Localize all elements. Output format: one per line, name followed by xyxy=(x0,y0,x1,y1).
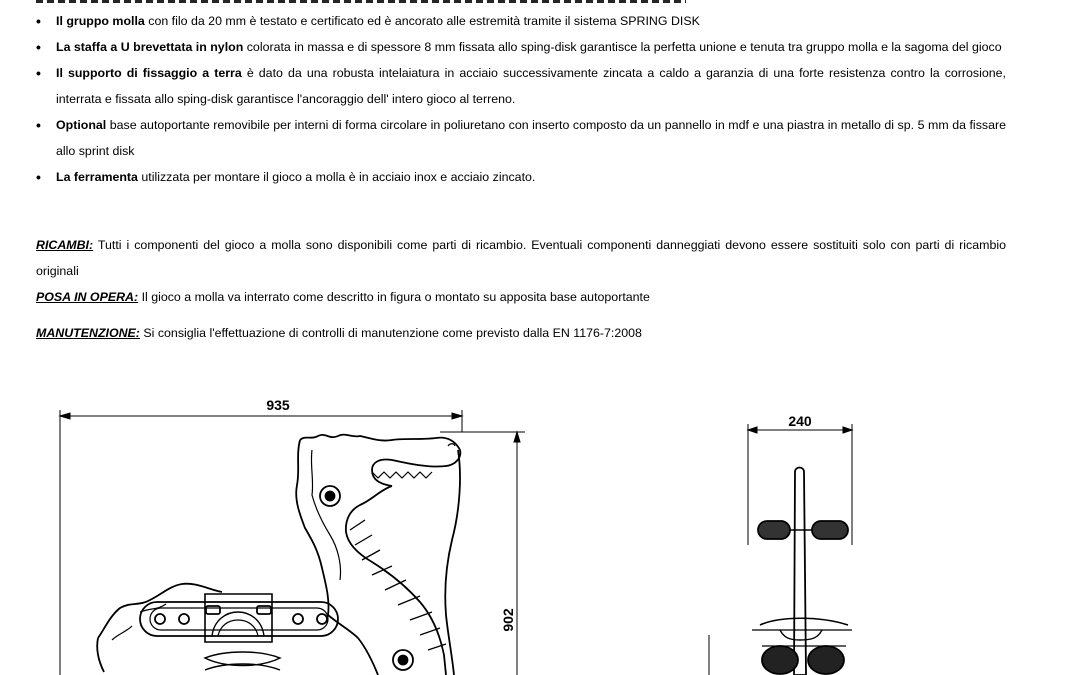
manutenzione-paragraph xyxy=(36,320,1006,346)
list-item xyxy=(36,60,1006,112)
bullet-title: La staffa a U brevettata in nylon xyxy=(56,40,244,54)
manutenzione-label: MANUTENZIONE: xyxy=(36,326,140,340)
cropped-top-line xyxy=(36,0,686,3)
bullet-title: Optional xyxy=(56,118,107,132)
bullet-text: è dato da una robusta intelaiatura in acciaio successivamente zincata a caldo a garanzia di una forte resistenza contro la corrosione, interrata e fissata allo sping-disk garantisce l'ancoraggio dell' intero gioco al terreno. xyxy=(56,66,1006,106)
technical-drawing xyxy=(0,380,1080,675)
list-item xyxy=(36,34,1006,60)
bullet-text: con filo da 20 mm è testato e certificato ed è ancorato alle estremità tramite il sistema SPRING DISK xyxy=(144,14,700,28)
bullet-text: utilizzata per montare il gioco a molla è in acciaio inox e acciaio zincato. xyxy=(137,170,536,184)
feature-list xyxy=(36,8,1006,190)
list-item xyxy=(36,112,1006,164)
front-view xyxy=(752,468,852,675)
ricambi-label: RICAMBI: xyxy=(36,238,94,252)
bullet-text: base autoportante removibile per interni di forma circolare in poliuretano con inserto composto da un pannello in mdf e una piastra in metallo di sp. 5 mm da fissare allo sprint disk xyxy=(56,118,1006,158)
bullet-title: Il gruppo molla xyxy=(56,14,145,28)
list-item xyxy=(36,164,1006,190)
front-width-label: 240 xyxy=(788,413,812,429)
seat-plate xyxy=(140,594,338,670)
posa-text: Il gioco a molla va interrato come descritto in figura o montato su apposita base autoportante xyxy=(138,290,650,304)
list-item xyxy=(36,8,1006,34)
side-width-label: 935 xyxy=(266,397,290,413)
bullet-text: colorata in massa e di spessore 8 mm fissata allo sping-disk garantisce la perfetta unione e tenuta tra gruppo molla e la sagoma del gioco xyxy=(243,40,1002,54)
bullet-title: La ferramenta xyxy=(56,170,138,184)
side-height-dimension xyxy=(514,432,520,675)
ricambi-paragraph xyxy=(36,232,1006,284)
manutenzione-text: Si consiglia l'effettuazione di controlli di manutenzione come previsto dalla EN 1176-7:2008 xyxy=(139,326,642,340)
bullet-title: Il supporto di fissaggio a terra xyxy=(56,66,242,80)
ricambi-text: Tutti i componenti del gioco a molla sono disponibili come parti di ricambio. Eventuali componenti danneggiati devono essere sostituiti solo con parti di ricambio originali xyxy=(36,238,1006,278)
posa-label: POSA IN OPERA: xyxy=(36,290,139,304)
front-width-dimension xyxy=(709,424,852,675)
side-height-label: 902 xyxy=(500,608,516,632)
dragon-side-view xyxy=(97,435,460,675)
posa-paragraph xyxy=(36,284,1006,310)
